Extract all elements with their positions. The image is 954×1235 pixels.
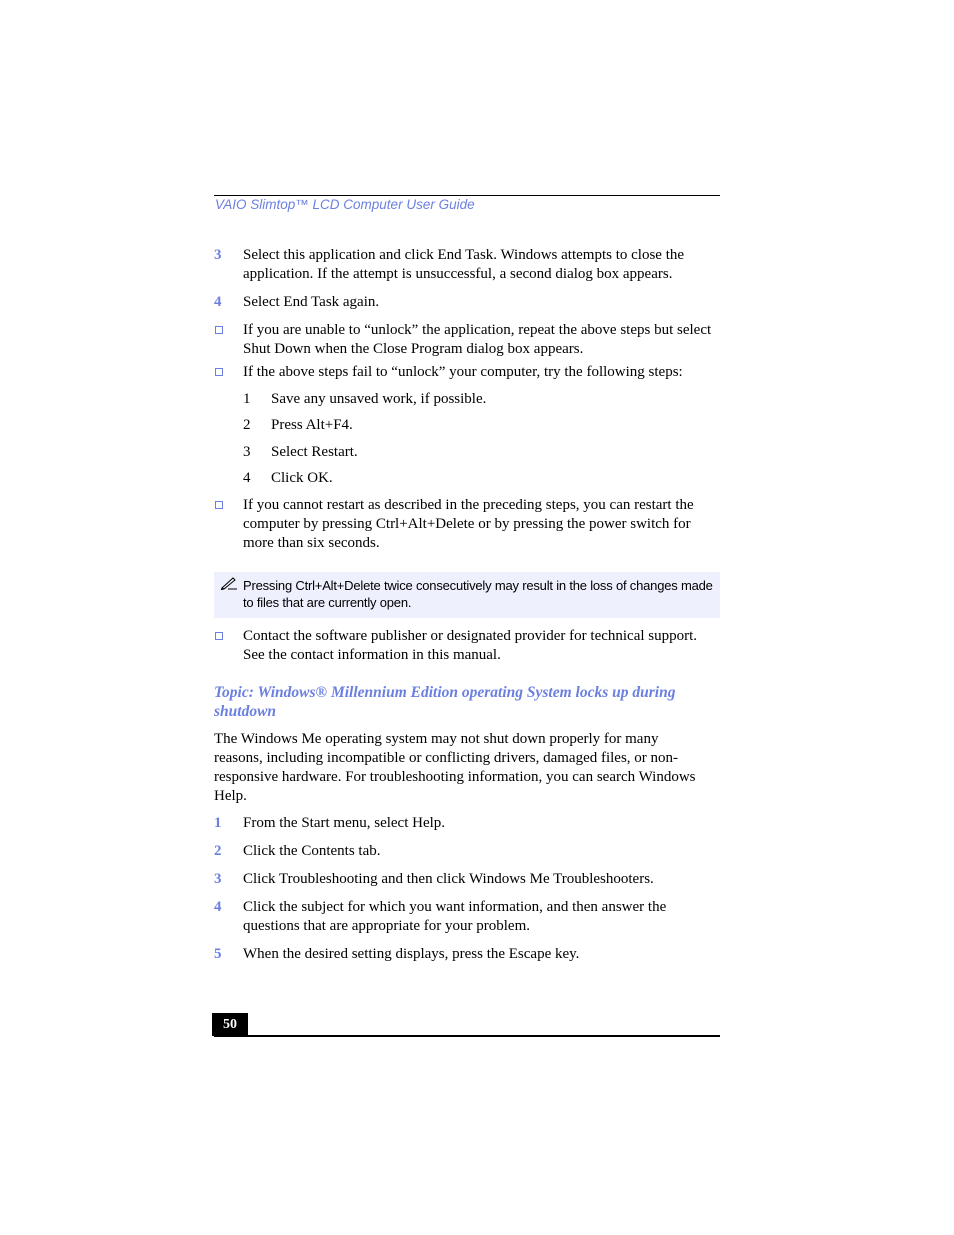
step-text: When the desired setting displays, press the Escape key. <box>243 946 580 962</box>
substep-text: Save any unsaved work, if possible. <box>271 391 487 407</box>
step-text: From the Start menu, select Help. <box>243 815 446 831</box>
bullet-icon <box>214 325 224 335</box>
step-number: 5 <box>214 946 222 962</box>
substep-number: 2 <box>243 417 251 433</box>
substep-number: 3 <box>243 444 251 460</box>
page-number: 50 <box>212 1013 248 1036</box>
step-number: 2 <box>214 843 222 859</box>
bullet-icon <box>214 631 224 641</box>
substep-text: Click OK. <box>271 470 333 486</box>
note-text: Pressing Ctrl+Alt+Delete twice consecutively may result in the loss of changes made to files that are currently open. <box>243 578 713 610</box>
substep-text: Select Restart. <box>271 444 358 460</box>
step-text: Select End Task again. <box>243 294 380 310</box>
footer-rule <box>214 1035 720 1037</box>
step-number: 1 <box>214 815 222 831</box>
step-number: 4 <box>214 294 222 310</box>
step-text: Click Troubleshooting and then click Windows Me Troubleshooters. <box>243 871 654 887</box>
step-number: 3 <box>214 871 222 887</box>
step-text: Click the subject for which you want information, and then answer the questions that are appropriate for your problem. <box>243 899 667 934</box>
running-header: VAIO Slimtop™ LCD Computer User Guide <box>215 197 475 212</box>
body-paragraph: The Windows Me operating system may not shut down properly for many reasons, including incompatible or conflicting drivers, damaged files, or non-responsive hardware. For troubleshooting information, you can search Windows Help. <box>214 731 696 804</box>
step-number: 4 <box>214 899 222 915</box>
step-number: 3 <box>214 247 222 263</box>
bullet-text: Contact the software publisher or designated provider for technical support. See the contact information in this manual. <box>243 628 698 663</box>
step-text: Select this application and click End Task. Windows attempts to close the application. If the attempt is unsuccessful, a second dialog box appears. <box>243 247 685 282</box>
header-rule <box>214 195 720 196</box>
substep-text: Press Alt+F4. <box>271 417 353 433</box>
step-text: Click the Contents tab. <box>243 843 381 859</box>
bullet-text: If you cannot restart as described in the preceding steps, you can restart the computer by pressing Ctrl+Alt+Delete or by pressing the power switch for more than six seconds. <box>243 497 694 551</box>
substep-number: 4 <box>243 470 251 486</box>
bullet-icon <box>214 500 224 510</box>
bullet-text: If the above steps fail to “unlock” your computer, try the following steps: <box>243 364 683 380</box>
substep-number: 1 <box>243 391 251 407</box>
topic-heading: Topic: Windows® Millennium Edition operating System locks up during shutdown <box>214 684 676 720</box>
bullet-icon <box>214 367 224 377</box>
bullet-text: If you are unable to “unlock” the application, repeat the above steps but select Shut Down when the Close Program dialog box appears. <box>243 322 712 357</box>
pencil-note-icon <box>220 576 238 590</box>
